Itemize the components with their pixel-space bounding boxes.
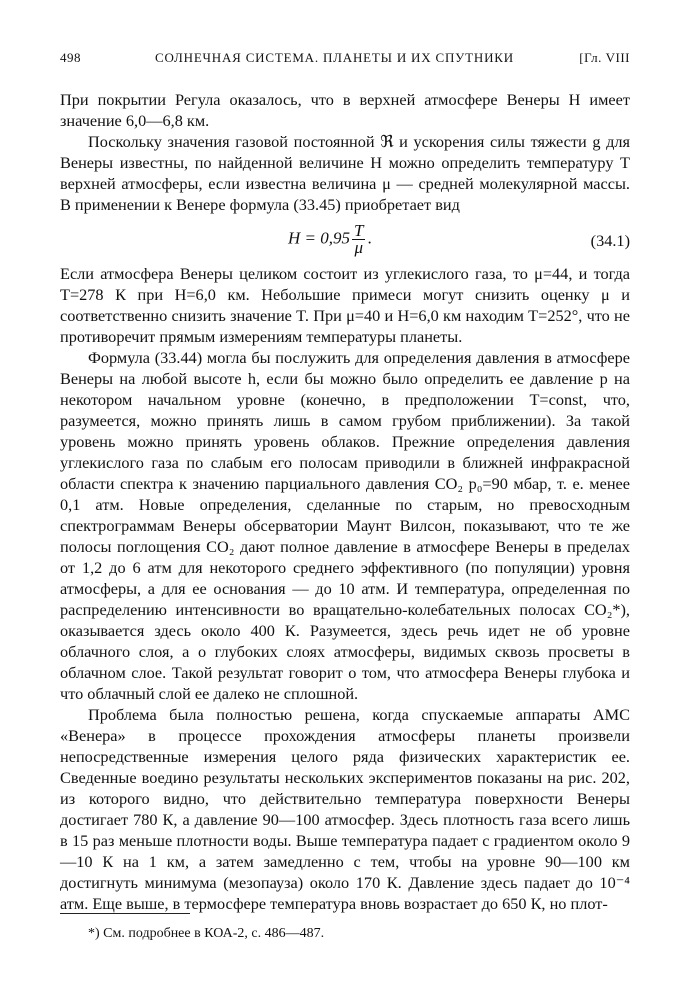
formula-expression (288, 223, 372, 256)
formula-number: (34.1) (590, 231, 630, 250)
formula-fraction (352, 223, 365, 256)
running-title: СОЛНЕЧНАЯ СИСТЕМА. ПЛАНЕТЫ И ИХ СПУТНИКИ (155, 50, 514, 65)
formula-denominator: μ (354, 238, 363, 257)
formula-34-1 (60, 219, 630, 261)
formula-tail: . (367, 228, 372, 248)
formula-numerator: T (354, 221, 364, 240)
page-number: 498 (60, 50, 81, 65)
running-header (60, 50, 630, 70)
formula-lhs: H = 0,95 (288, 228, 350, 248)
paragraph: Формула (33.44) могла бы послужить для определения давления в атмосфере Венеры на любой высоте h, если бы можно было определить ее давление p на некотором начальном уровне (конечно, в предположении T=const, что, разумеется, можно принять лишь в самом грубом приближении). За такой уровень можно принять уровень облаков. Прежние определения давления углекислого газа по слабым его полосам приводили в ближней инфракрасной области спектра к значению парциального давления CO₂ p₀=90 мбар, т. е. менее 0,1 атм. Новые определения, сделанные по старым, но превосходным спектрограммам Венеры обсерватории Маунт Вилсон, показывают, что те же полосы поглощения CO₂ дают полное давление в атмосфере Венеры в пределах от 1,2 до 6 атм для некоторого среднего эффективного (по популяции) уровня атмосферы, а для ее основания — до 10 атм. И температура, определенная по распределению интенсивности во вращательно-колебательных полосах CO₂*), оказывается здесь около 400 К. Разумеется, здесь речь идет не об уровне облачного слоя, а о глубоких слоях атмосферы, видимых сквозь просветы в облачном слое. Такой результат говорит о том, что атмосфера Венеры глубока и что облачный слой ее далеко не сплошной. (60, 348, 630, 703)
paragraph: Поскольку значения газовой постоянной ℜ и ускорения силы тяжести g для Венеры известны, по найденной величине H можно определить температуру T верхней атмосферы, если известна величина μ — средней молекулярной массы. В применении к Венере формула (33.45) приобретает вид (60, 132, 630, 214)
chapter-label: [Гл. VIII (579, 50, 630, 65)
paragraph: При покрытии Регула оказалось, что в верхней атмосфере Венеры H имеет значение 6,0—6,8 км. (60, 90, 630, 130)
paragraph: Если атмосфера Венеры целиком состоит из углекислого газа, то μ=44, и тогда T=278 К при H=6,0 км. Небольшие примеси могут снизить оценку μ и соответственно снизить значение T. При μ=40 и H=6,0 км находим T=252°, что не противоречит прямым измерениям температуры планеты. (60, 264, 630, 346)
footnote-divider (60, 913, 190, 914)
footnote: *) См. подробнее в КОА-2, с. 486—487. (88, 926, 325, 941)
main-text (60, 89, 630, 914)
paragraph: Проблема была полностью решена, когда спускаемые аппараты АМС «Венера» в процессе прохождения атмосферы планеты произвели непосредственные измерения целого ряда физических характеристик ее. Сведенные воедино результаты нескольких экспериментов показаны на рис. 202, из которого видно, что действительно температура поверхности Венеры достигает 780 К, а давление 90—100 атмосфер. Здесь плотность газа всего лишь в 15 раз меньше плотности воды. Выше температура падает с градиентом около 9—10 К на 1 км, а затем замедленно с тем, чтобы на уровне 90—100 км достигнуть минимума (мезопауза) около 170 К. Давление здесь падает до 10⁻⁴ атм. Еще выше, в термосфере температура вновь возрастает до 650 К, но плот- (60, 705, 630, 913)
